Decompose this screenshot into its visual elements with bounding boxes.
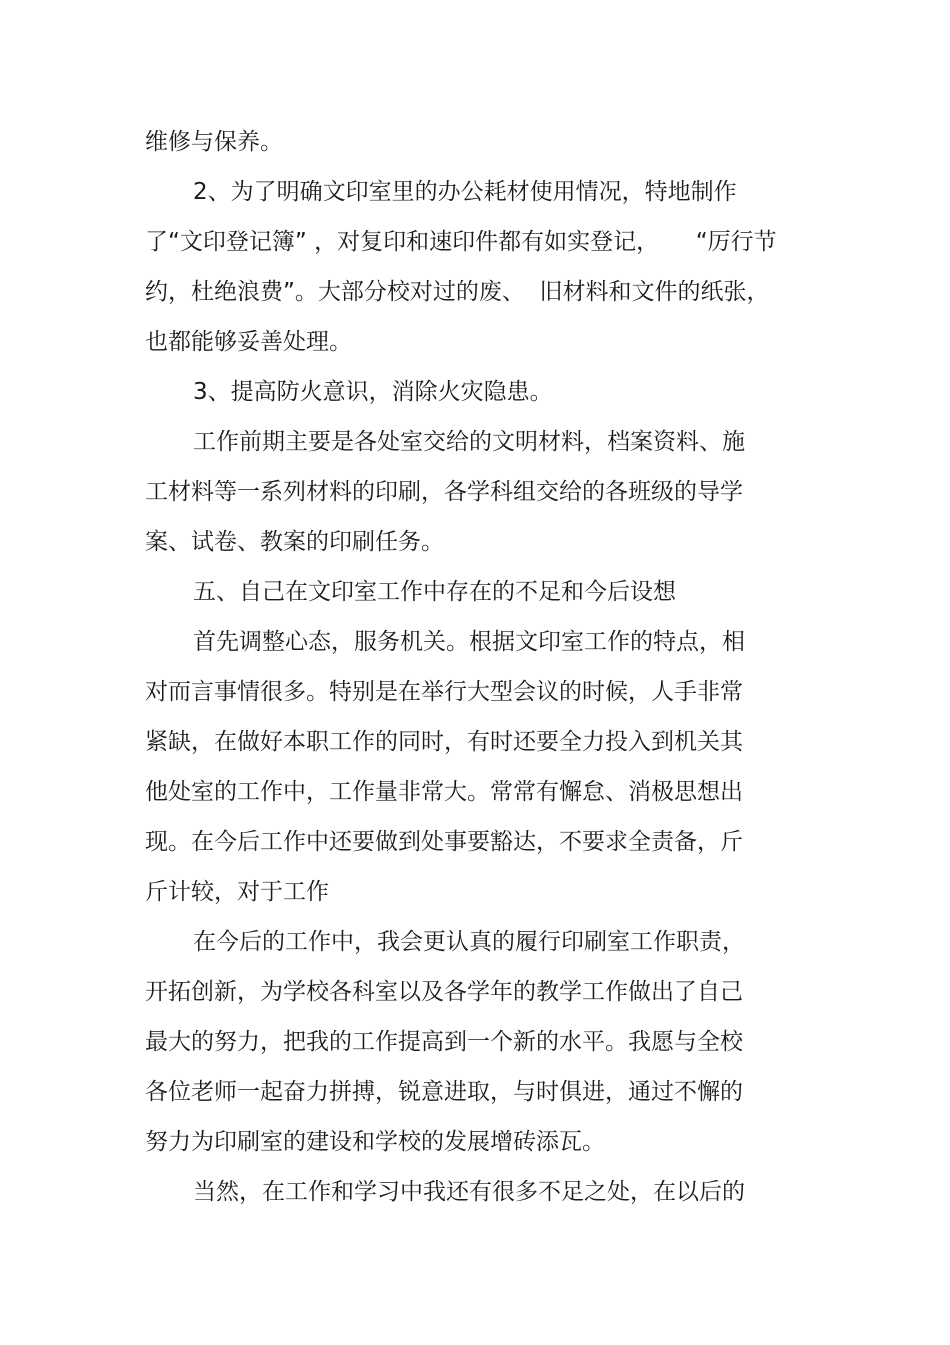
text-line: 现。在今后工作中还要做到处事要豁达，不要求全责备，斤 — [145, 829, 743, 855]
text-line: 各位老师一起奋力拼搏，锐意进取，与时俱进，通过不懈的 — [145, 1079, 743, 1105]
text-line: 在今后的工作中，我会更认真的履行印刷室工作职责， — [193, 929, 745, 955]
section-heading: 五、自己在文印室工作中存在的不足和今后设想 — [193, 579, 676, 605]
text-line: 3、提高防火意识，消除火灾隐患。 — [193, 379, 553, 405]
text-line: 工作前期主要是各处室交给的文明材料，档案资料、施 — [193, 429, 745, 455]
text-line: 维修与保养。 — [145, 129, 283, 155]
text-line: 努力为印刷室的建设和学校的发展增砖添瓦。 — [145, 1129, 605, 1155]
text-line: 2、为了明确文印室里的办公耗材使用情况，特地制作 — [193, 179, 737, 205]
text-line: 当然，在工作和学习中我还有很多不足之处，在以后的 — [193, 1179, 745, 1205]
text-line: 了“文印登记簿” ，对复印和速印件都有如实登记， “厉行节 — [145, 229, 777, 255]
text-line: 对而言事情很多。特别是在举行大型会议的时候，人手非常 — [145, 679, 743, 705]
text-line: 首先调整心态，服务机关。根据文印室工作的特点，相 — [193, 629, 745, 655]
text-line: 工材料等一系列材料的印刷，各学科组交给的各班级的导学 — [145, 479, 743, 505]
text-line: 案、试卷、教案的印刷任务。 — [145, 529, 444, 555]
text-line: 斤计较，对于工作 — [145, 879, 329, 905]
text-line: 最大的努力，把我的工作提高到一个新的水平。我愿与全校 — [145, 1029, 743, 1055]
text-line: 他处室的工作中，工作量非常大。常常有懈怠、消极思想出 — [145, 779, 743, 805]
text-line: 也都能够妥善处理。 — [145, 329, 352, 355]
text-line: 紧缺，在做好本职工作的同时，有时还要全力投入到机关其 — [145, 729, 743, 755]
text-line: 约，杜绝浪费”。大部分校对过的废、 旧材料和文件的纸张， — [145, 279, 770, 305]
text-line: 开拓创新，为学校各科室以及各学年的教学工作做出了自己 — [145, 979, 743, 1005]
